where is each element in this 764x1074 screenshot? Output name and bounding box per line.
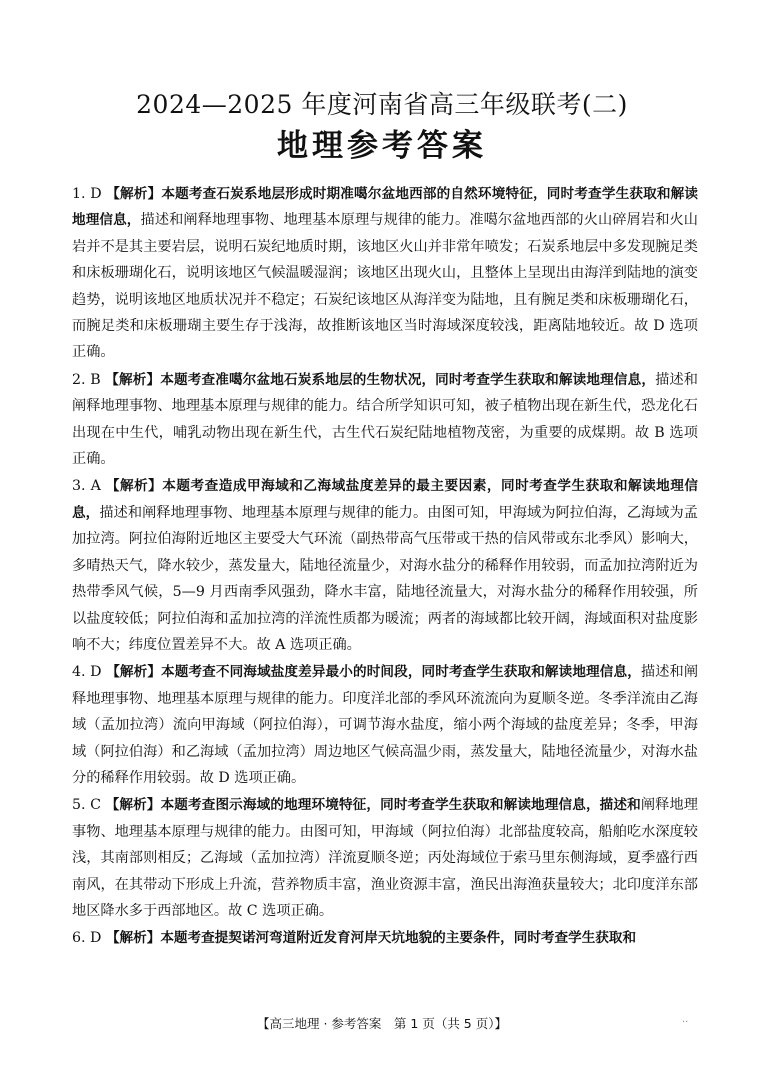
answer-number: 4. D bbox=[72, 664, 102, 681]
answer-body: 描述和阐释地理事物、地理基本原理与规律的能力。准噶尔盆地西部的火山碎屑岩和火山岩并不是其主要岩层，说明石炭纪地质时期，该地区火山并非常年喷发；石炭系地层中多发现腕足类和床板珊瑚化石，说明该地区气候温暖湿润；该地区出现火山，且整体上呈现出由海洋到陆地的演变趋势，说明该地区地质状况并不稳定；石炭纪该地区从海洋变为陆地，且有腕足类和床板珊瑚化石，而腕足类和床板珊瑚主要生存于浅海，故推断该地区当时海域深度较浅，距离陆地较近。故 D 选项正确。 bbox=[72, 212, 698, 361]
answer-body: 描述和阐释地理事物、地理基本原理与规律的能力。结合所学知识可知，被子植物出现在新生代，恐龙化石出现在中生代，哺乳动物出现在新生代，古生代石炭纪陆地植物茂密，为重要的成煤期。故 B 选项正确。 bbox=[72, 371, 698, 468]
answer-lead: 本题考查石炭系地层形成时期准噶尔盆地西部的自然环境特征，同时考查学生获取和解读地理信息， bbox=[72, 186, 699, 229]
answer-number: 2. B bbox=[72, 371, 101, 388]
answer-item-3 bbox=[72, 473, 698, 658]
analysis-tag: 【解析】 bbox=[105, 478, 163, 495]
analysis-tag: 【解析】 bbox=[105, 371, 161, 388]
answer-lead: 本题考查造成甲海域和乙海域盐度差异的最主要因素，同时考查学生获取和解读地理信息， bbox=[72, 478, 699, 521]
corner-mark: .. bbox=[682, 1014, 689, 1025]
document-title: 2024—2025 年度河南省高三年级联考(二) bbox=[136, 90, 628, 119]
answer-number: 3. A bbox=[72, 478, 101, 495]
answer-lead: 本题考查图示海域的地理环境特征，同时考查学生获取和解读地理信息，描述和 bbox=[160, 797, 641, 814]
answer-lead: 本题考查准噶尔盆地石炭系地层的生物状况，同时考查学生获取和解读地理信息， bbox=[160, 371, 656, 388]
answer-body: 描述和阐释地理事物、地理基本原理与规律的能力。印度洋北部的季风环流流向为夏顺冬逆。冬季洋流由乙海域（孟加拉湾）流向甲海域（阿拉伯海），可调节海水盐度，缩小两个海域的盐度差异；冬季，甲海域（阿拉伯海）和乙海域（孟加拉湾）周边地区气候高温少雨，蒸发量大，陆地径流量少，对海水盐分的稀释作用较弱。故 D 选项正确。 bbox=[72, 664, 699, 786]
document-subtitle: 地理参考答案 bbox=[277, 128, 487, 164]
answer-item-5 bbox=[72, 792, 698, 924]
answer-list bbox=[72, 181, 698, 953]
analysis-tag: 【解析】 bbox=[106, 664, 162, 681]
answer-item-6 bbox=[72, 925, 698, 951]
answer-number: 5. C bbox=[72, 797, 102, 814]
answer-body: 阐释地理事物、地理基本原理与规律的能力。由图可知，甲海域（阿拉伯海）北部盐度较高，船舶吃水深度较浅，其南部则相反；乙海域（孟加拉湾）洋流夏顺冬逆；丙处海域位于索马里东侧海域，夏季盛行西南风，在其带动下形成上升流，营养物质丰富，渔业资源丰富，渔民出海渔获量较大；北印度洋东部地区降水多于西部地区。故 C 选项正确。 bbox=[72, 797, 698, 919]
answer-number: 6. D bbox=[72, 930, 102, 947]
answer-item-2 bbox=[72, 367, 698, 473]
analysis-tag: 【解析】 bbox=[105, 930, 161, 947]
answer-item-4 bbox=[72, 659, 698, 791]
analysis-tag: 【解析】 bbox=[105, 797, 161, 814]
page-footer: 【高三地理 · 参考答案 第 1 页（共 5 页）】 bbox=[257, 1016, 507, 1031]
answer-lead: 本题考查提契诺河弯道附近发育河岸天坑地貌的主要条件，同时考查学生获取和 bbox=[160, 930, 637, 947]
answer-item-1 bbox=[72, 181, 698, 366]
answer-body: 描述和阐释地理事物、地理基本原理与规律的能力。由图可知，甲海域为阿拉伯海，乙海域为孟加拉湾。阿拉伯海附近地区主要受大气环流（副热带高气压带或干热的信风带或东北季风）影响大，多晴热天气，降水较少，蒸发量大，陆地径流量少，对海水盐分的稀释作用较弱，而孟加拉湾附近为热带季风气候，5—9 月西南季风强劲，降水丰富，陆地径流量大，对海水盐分的稀释作用较强，所以盐度较低；阿拉伯海和孟加拉湾的洋流性质都为暖流；两者的海域都比较开阔，海域面积对盐度影响不大；纬度位置差异不大。故 A 选项正确。 bbox=[72, 504, 698, 653]
answer-lead: 本题考查不同海域盐度差异最小的时间段，同时考查学生获取和解读地理信息， bbox=[161, 664, 641, 681]
analysis-tag: 【解析】 bbox=[106, 186, 162, 202]
answer-number: 1. D bbox=[72, 186, 102, 202]
